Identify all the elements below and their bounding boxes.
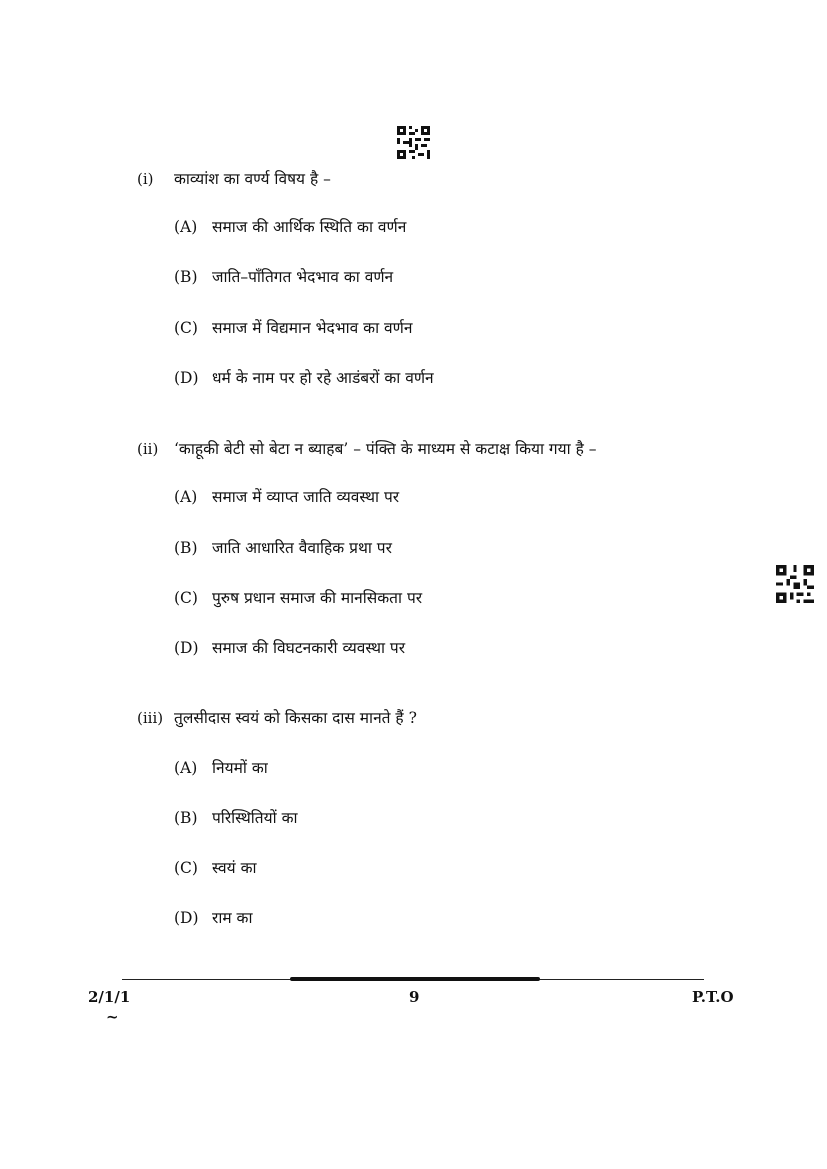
option-label: (A) — [174, 488, 198, 506]
option-item — [174, 806, 298, 828]
footer-divider-accent — [290, 977, 540, 981]
pto-label: P.T.O — [692, 988, 734, 1006]
option-item — [174, 856, 256, 878]
option-label: (B) — [174, 539, 198, 557]
option-text: जाति आधारित वैवाहिक प्रथा पर — [212, 539, 392, 557]
option-item — [174, 316, 412, 338]
page-number: 9 — [409, 988, 420, 1006]
option-item — [174, 485, 399, 507]
option-text: पुरुष प्रधान समाज की मानसिकता पर — [212, 589, 423, 607]
option-text: समाज की आर्थिक स्थिति का वर्णन — [212, 218, 407, 236]
option-label: (B) — [174, 809, 198, 827]
option-item — [174, 636, 405, 658]
option-text: जाति–पाँतिगत भेदभाव का वर्णन — [212, 268, 394, 286]
option-text: स्वयं का — [212, 859, 257, 877]
option-label: (D) — [174, 369, 199, 387]
paper-code: 2/1/1 — [88, 988, 131, 1006]
question-number: (i) — [137, 170, 154, 188]
qr-code-side-icon — [776, 565, 814, 603]
option-label: (D) — [174, 639, 199, 657]
option-item — [174, 586, 422, 608]
option-label: (C) — [174, 859, 198, 877]
option-text: नियमों का — [212, 759, 268, 777]
option-label: (A) — [174, 759, 198, 777]
option-item — [174, 906, 252, 928]
option-item — [174, 265, 393, 287]
question-number: (iii) — [137, 709, 164, 727]
option-label: (A) — [174, 218, 198, 236]
option-label: (D) — [174, 909, 199, 927]
footer-mark: ~ — [106, 1008, 119, 1026]
question-text: ‘काहूकी बेटी सो बेटा न ब्याहब’ – पंक्ति के माध्यम से कटाक्ष किया गया है – — [174, 440, 597, 458]
option-text: समाज में विद्यमान भेदभाव का वर्णन — [212, 319, 413, 337]
question-text: काव्यांश का वर्ण्य विषय है – — [174, 170, 331, 188]
option-text: परिस्थितियों का — [212, 809, 298, 827]
option-label: (C) — [174, 319, 198, 337]
qr-code-icon — [397, 126, 430, 159]
option-text: धर्म के नाम पर हो रहे आडंबरों का वर्णन — [212, 369, 434, 387]
option-label: (C) — [174, 589, 198, 607]
option-label: (B) — [174, 268, 198, 286]
option-text: समाज में व्याप्त जाति व्यवस्था पर — [212, 488, 400, 506]
option-text: समाज की विघटनकारी व्यवस्था पर — [212, 639, 406, 657]
option-item — [174, 366, 434, 388]
option-item — [174, 756, 268, 778]
option-item — [174, 536, 392, 558]
question-number: (ii) — [137, 440, 159, 458]
option-text: राम का — [212, 909, 253, 927]
option-item — [174, 215, 406, 237]
question-text: तुलसीदास स्वयं को किसका दास मानते हैं ? — [174, 709, 417, 727]
